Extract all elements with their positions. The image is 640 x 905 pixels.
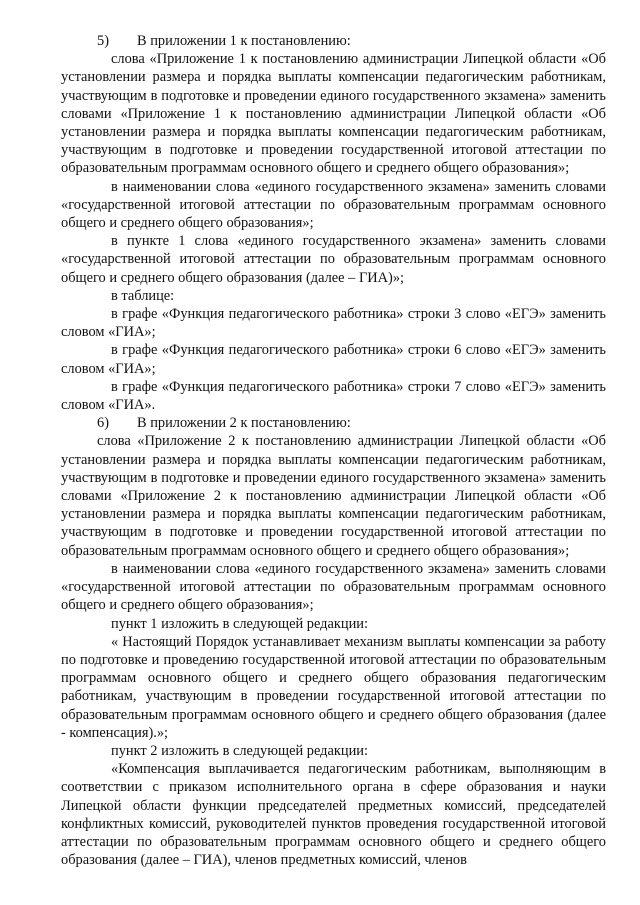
paragraph: в таблице:	[111, 287, 175, 304]
paragraph: в графе «Функция педагогического работника» строки 6 слово «ЕГЭ» заменить словом «ГИА»;	[61, 342, 606, 377]
paragraph: пункт 1 изложить в следующей редакции:	[111, 615, 368, 632]
paragraph: в наименовании слова «единого государственного экзамена» заменить словами «государственной итоговой аттестации по образовательным программам основного общего и среднего общего образования»;	[61, 178, 606, 232]
paragraph: в наименовании слова «единого государственного экзамена» заменить словами «государственной итоговой аттестации по образовательным программам основного общего и среднего общего образования»;	[61, 560, 606, 614]
paragraph: в графе «Функция педагогического работника» строки 7 слово «ЕГЭ» заменить словом «ГИА».	[61, 378, 606, 414]
paragraph: «Компенсация выплачивается педагогическим работникам, выполняющим в соответствии с приказом исполнительного органа в сфере образования и науки Липецкой области функции председателей предметных комиссий, председателей конфликтных комиссий, руководителей пунктов проведения государственной итоговой аттестации по образовательным программам основного общего и среднего общего образования (далее – ГИА), членов предметных комиссий, членов	[61, 761, 606, 869]
paragraph-item-6-heading	[61, 414, 606, 432]
paragraph: слова «Приложение 2 к постановлению администрации Липецкой области «Об установлении размера и порядка выплаты компенсации педагогическим работникам, участвующим в подготовке и проведении единого государственного экзамена» заменить словами «Приложение 2 к постановлению администрации Липецкой области «Об установлении размера и порядка выплаты компенсации педагогическим работникам, участвующим в подготовке и проведении государственной итоговой аттестации по образовательным программам основного общего и среднего общего образования»;	[61, 433, 606, 559]
paragraph: « Настоящий Порядок устанавливает механизм выплаты компенсации за работу по подготовке и проведению государственной итоговой аттестации по образовательным программам основного общего и среднего общего образования педагогическим работникам, участвующим в проведении государственной итоговой аттестации по образовательным программам основного общего и среднего общего образования (далее - компенсация).»;	[61, 633, 606, 741]
paragraph: в графе «Функция педагогического работника» строки 3 слово «ЕГЭ» заменить словом «ГИА»;	[61, 306, 606, 341]
paragraph: пункт 2 изложить в следующей редакции:	[111, 742, 368, 759]
item-number: 5)	[97, 33, 109, 49]
paragraph-text: В приложении 1 к постановлению:	[137, 33, 351, 49]
paragraph-item-5-heading	[61, 32, 606, 50]
paragraph: в пункте 1 слова «единого государственного экзамена» заменить словами «государственной итоговой аттестации по образовательным программам основного общего и среднего общего образования (далее – ГИА)»;	[61, 233, 606, 286]
item-number: 6)	[97, 415, 109, 432]
paragraph: слова «Приложение 1 к постановлению администрации Липецкой области «Об установлении размера и порядка выплаты компенсации педагогическим работникам, участвующим в подготовке и проведении единого государственного экзамена» заменить словами «Приложение 1 к постановлению администрации Липецкой области «Об установлении размера и порядка выплаты компенсации педагогическим работникам, участвующим в подготовке и проведении государственной итоговой аттестации по образовательным программам основного общего и среднего общего образования»;	[61, 51, 606, 177]
paragraph-text: В приложении 2 к постановлению:	[137, 415, 351, 432]
